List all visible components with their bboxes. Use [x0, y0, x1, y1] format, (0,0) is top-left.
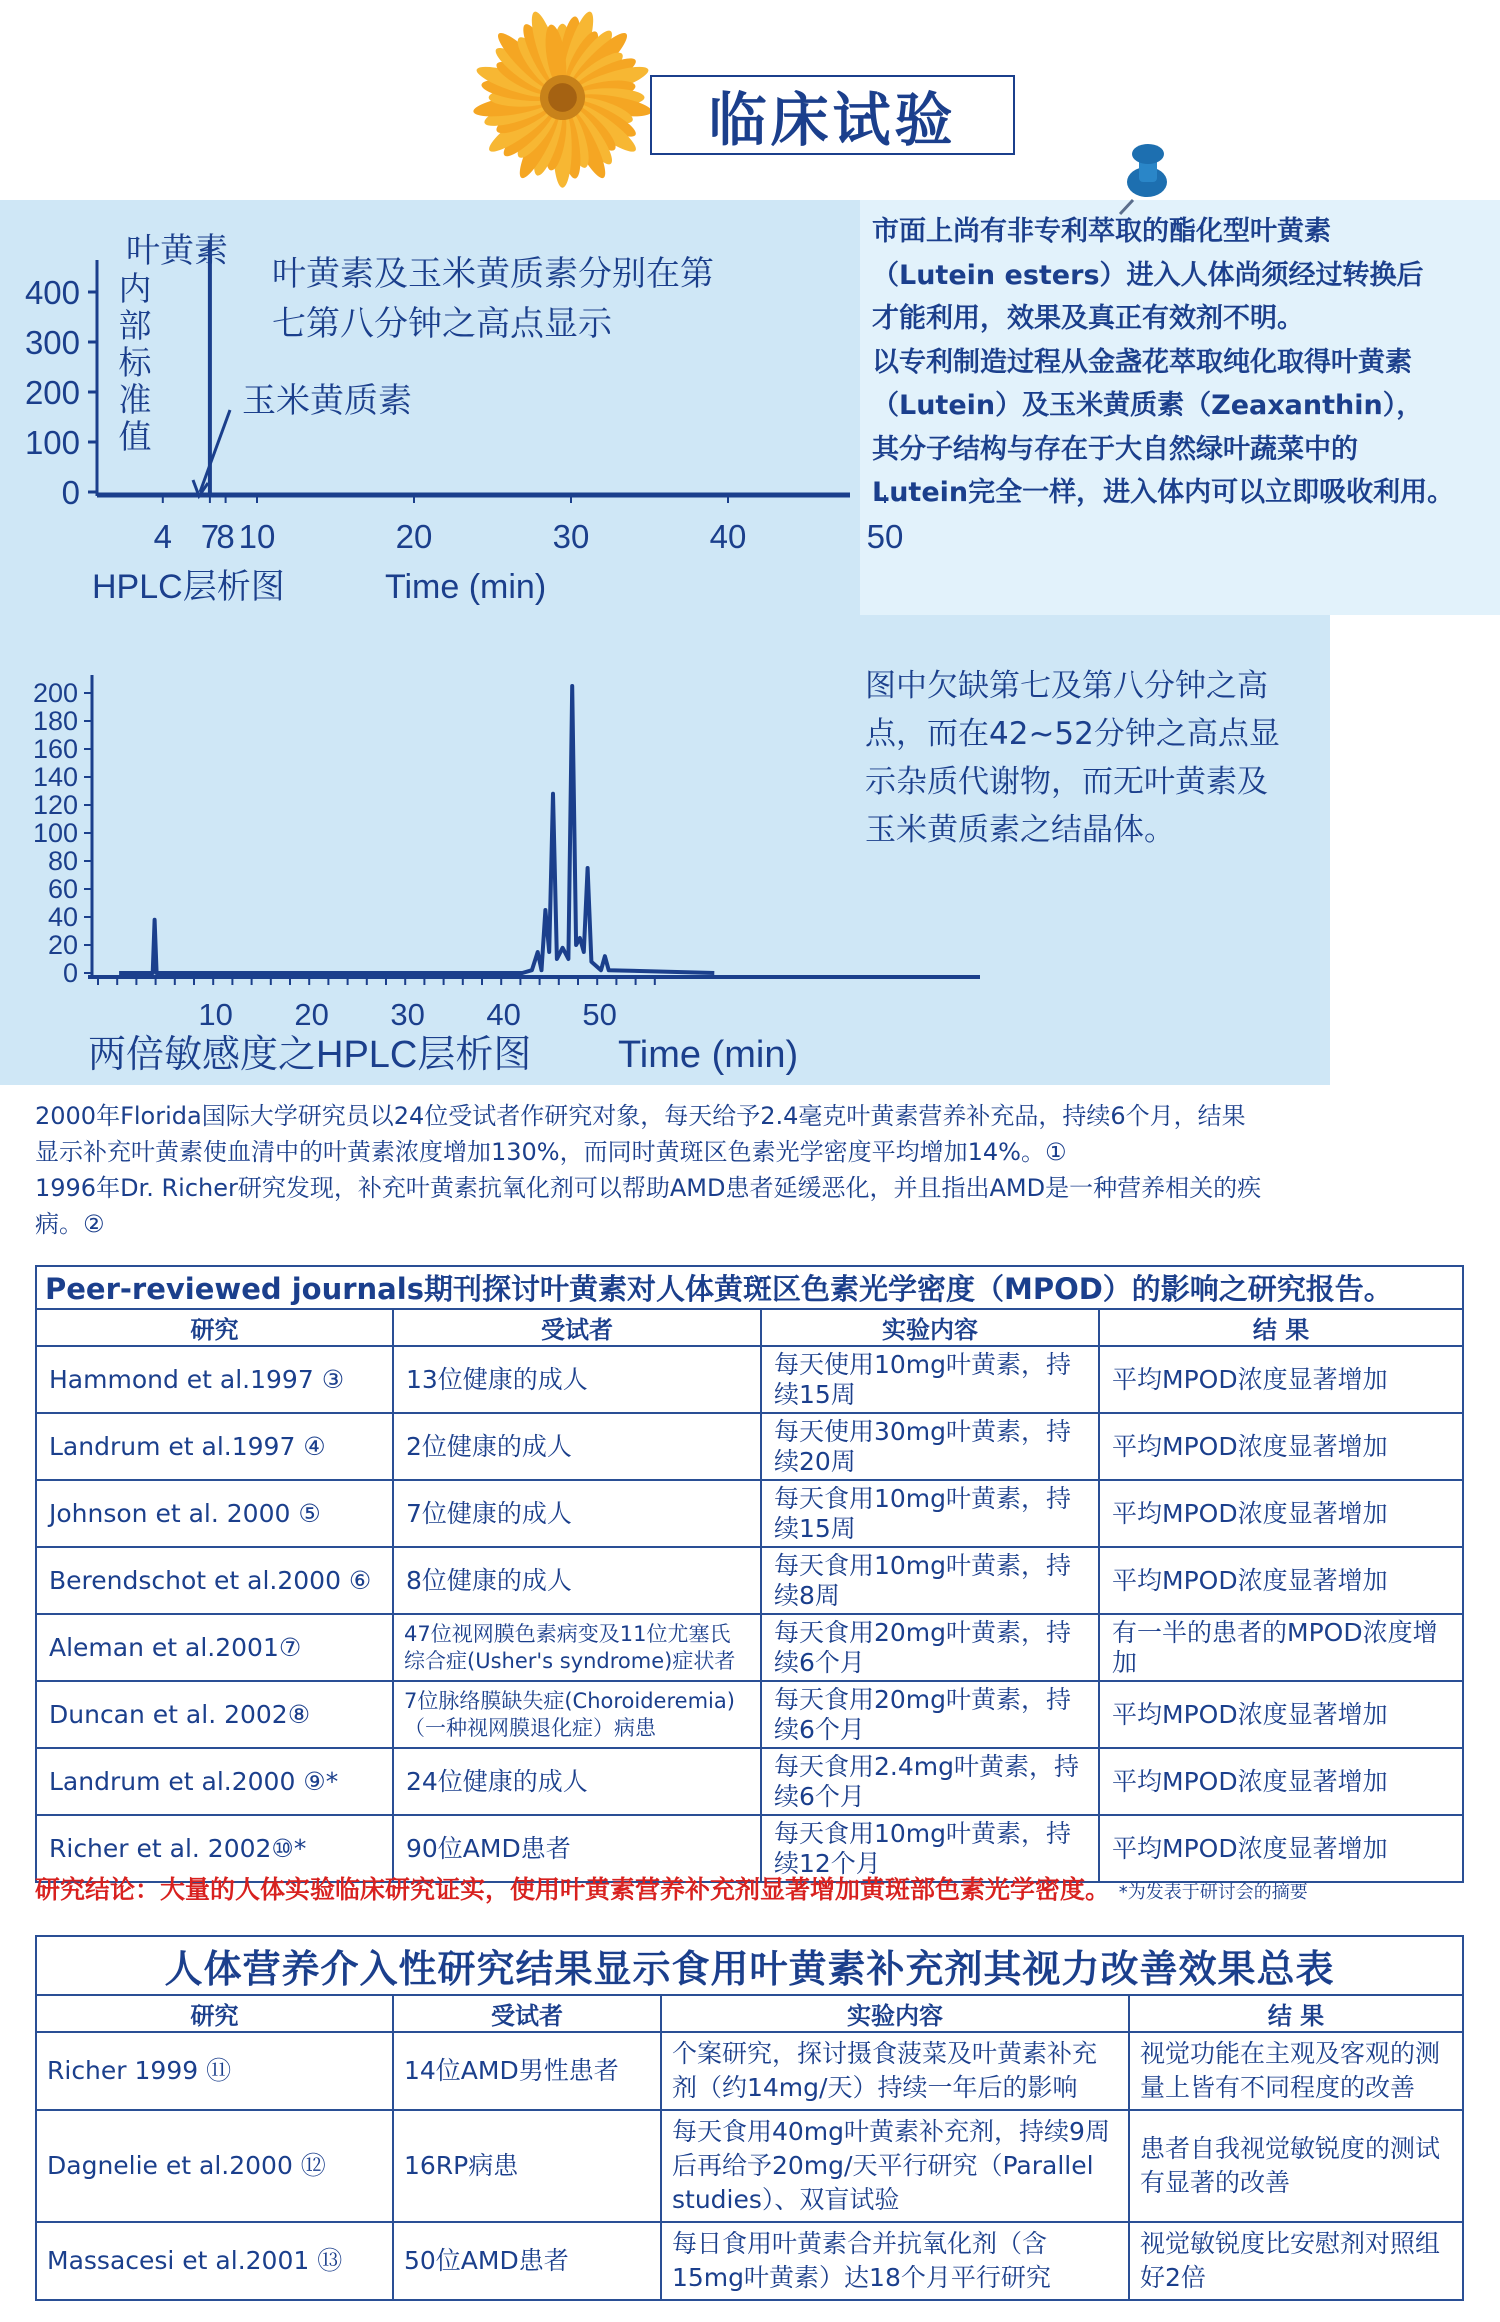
table-row: [36, 1748, 1463, 1815]
note-line: 才能利用，效果及真正有效剂不明。: [872, 303, 1304, 334]
vision-improvement-table: [35, 1935, 1464, 2301]
table-row: [36, 1480, 1463, 1547]
x-tick-label: 20: [294, 997, 329, 1032]
cell-study: Johnson et al. 2000 ⑤: [36, 1480, 393, 1547]
paragraph-line: 显示补充叶黄素使血清中的叶黄素浓度增加130%，而同时黄斑区色素光学密度平均增加14%。①: [35, 1138, 1067, 1166]
y-tick-label: 100: [32, 818, 78, 848]
y-tick-label: 400: [24, 274, 80, 311]
lutein-esters-note: [872, 210, 1492, 515]
cell-result: 视觉敏锐度比安慰剂对照组好2倍: [1129, 2222, 1463, 2300]
table-row: [36, 1547, 1463, 1614]
cell-result: 平均MPOD浓度显著增加: [1099, 1815, 1463, 1882]
paragraph-line: 1996年Dr. Richer研究发现，补充叶黄素抗氧化剂可以帮助AMD患者延缓恶化，并且指出AMD是一种营养相关的疾: [35, 1174, 1262, 1202]
cell-result: 平均MPOD浓度显著增加: [1099, 1346, 1463, 1413]
y-tick-label: 0: [61, 474, 80, 511]
table-row: [36, 1614, 1463, 1681]
table-row: [36, 1413, 1463, 1480]
y-tick-label: 300: [24, 324, 80, 361]
cell-content: 每天食用10mg叶黄素，持续15周: [761, 1480, 1099, 1547]
study-paragraph: [35, 1098, 1475, 1242]
note-line: 点，而在42~52分钟之高点显: [865, 716, 1280, 752]
cell-content: 每天食用20mg叶黄素，持续6个月: [761, 1614, 1099, 1681]
cell-content: 个案研究，探讨摄食菠菜及叶黄素补充剂（约14mg/天）持续一年后的影响: [661, 2032, 1129, 2110]
column-header: 实验内容: [761, 1309, 1099, 1346]
cell-study: Massacesi et al.2001 ⑬: [36, 2222, 393, 2300]
note-line: Lutein完全一样，进入体内可以立即吸收利用。: [872, 477, 1455, 508]
note-line: 图中欠缺第七及第八分钟之高: [865, 668, 1268, 704]
hplc-caption: HPLC层析图: [92, 568, 285, 606]
x-tick-label: 50: [582, 997, 617, 1032]
table-row: [36, 2110, 1463, 2222]
x-tick-label: 40: [709, 518, 747, 555]
y-tick-label: 60: [47, 874, 78, 904]
cell-study: Duncan et al. 2002⑧: [36, 1681, 393, 1748]
cell-subject: 2位健康的成人: [393, 1413, 761, 1480]
note-line: 市面上尚有非专利萃取的酯化型叶黄素: [872, 216, 1331, 247]
cell-content: 每天食用40mg叶黄素补充剂，持续9周后再给予20mg/天平行研究（Parallel studies）、双盲试验: [661, 2110, 1129, 2222]
conclusion-text: 研究结论：大量的人体实验临床研究证实，使用叶黄素营养补充剂显著增加黄斑部色素光学密度。: [35, 1875, 1111, 1904]
zeaxanthin-peak-label: 玉米黄质素: [242, 382, 412, 420]
cell-subject: 13位健康的成人: [393, 1346, 761, 1413]
internal-standard-char: 内: [118, 270, 152, 307]
x-tick-label: 4: [153, 518, 172, 555]
cell-subject: 24位健康的成人: [393, 1748, 761, 1815]
paragraph-line: 病。②: [35, 1210, 105, 1238]
cell-study: Dagnelie et al.2000 ⑫: [36, 2110, 393, 2222]
cell-study: Richer et al. 2002⑩*: [36, 1815, 393, 1882]
x-tick-label: 20: [395, 518, 433, 555]
x-tick-label: 8: [216, 518, 235, 555]
y-tick-label: 140: [32, 762, 78, 792]
impurity-note: [865, 662, 1325, 854]
y-tick-label: 120: [32, 790, 78, 820]
column-header: 结 果: [1129, 1995, 1463, 2032]
column-header: 受试者: [393, 1995, 661, 2032]
table-row: [36, 1681, 1463, 1748]
internal-standard-char: 标: [118, 344, 152, 381]
cell-result: 平均MPOD浓度显著增加: [1099, 1748, 1463, 1815]
note-line: （Lutein esters）进入人体尚须经过转换后: [872, 259, 1424, 291]
marigold-flower-image: [460, 10, 665, 185]
x-tick-label: 40: [486, 997, 521, 1032]
note-line: 玉米黄质素之结晶体。: [865, 812, 1175, 848]
y-tick-label: 200: [24, 374, 80, 411]
x-tick-label: 10: [198, 997, 233, 1032]
column-header: 受试者: [393, 1309, 761, 1346]
cell-result: 平均MPOD浓度显著增加: [1099, 1413, 1463, 1480]
cell-subject: 8位健康的成人: [393, 1547, 761, 1614]
internal-standard-char: 准: [118, 381, 152, 418]
cell-content: 每天食用20mg叶黄素，持续6个月: [761, 1681, 1099, 1748]
cell-subject: 7位脉络膜缺失症(Choroideremia)（一种视网膜退化症）病患: [393, 1681, 761, 1748]
table-row: [36, 2222, 1463, 2300]
x-tick-label: 7: [200, 518, 220, 555]
cell-study: Aleman et al.2001⑦: [36, 1614, 393, 1681]
note-line: （Lutein）及玉米黄质素（Zeaxanthin），: [872, 390, 1424, 421]
research-conclusion: [35, 1870, 1485, 1906]
note-line: 其分子结构与存在于大自然绿叶蔬菜中的: [872, 433, 1358, 465]
cell-result: 有一半的患者的MPOD浓度增加: [1099, 1614, 1463, 1681]
hplc-chart-2x: [0, 615, 1000, 1085]
zeaxanthin-arrow: [200, 410, 230, 492]
x-tick-label: 30: [390, 997, 425, 1032]
lutein-peak-label: 叶黄素: [126, 232, 228, 270]
y-tick-label: 20: [47, 930, 78, 960]
page-title-box: [650, 75, 1015, 155]
cell-study: Richer 1999 ⑪: [36, 2032, 393, 2110]
chart-title-line1: 叶黄素及玉米黄质素分别在第: [272, 255, 714, 293]
cell-subject: 50位AMD患者: [393, 2222, 661, 2300]
x-axis-label: Time (min): [618, 1034, 799, 1076]
cell-study: Landrum et al.1997 ④: [36, 1413, 393, 1480]
y-tick-label: 180: [32, 706, 78, 736]
table-row: [36, 1346, 1463, 1413]
cell-content: 每日食用叶黄素合并抗氧化剂（含15mg叶黄素）达18个月平行研究: [661, 2222, 1129, 2300]
cell-study: Hammond et al.1997 ③: [36, 1346, 393, 1413]
y-tick-label: 40: [47, 902, 78, 932]
cell-subject: 14位AMD男性患者: [393, 2032, 661, 2110]
cell-study: Berendschot et al.2000 ⑥: [36, 1547, 393, 1614]
chromatogram-line: [119, 686, 714, 973]
paragraph-line: 2000年Florida国际大学研究员以24位受试者作研究对象，每天给予2.4毫克叶黄素营养补充品，持续6个月，结果: [35, 1102, 1246, 1130]
cell-result: 平均MPOD浓度显著增加: [1099, 1681, 1463, 1748]
column-header: 研究: [36, 1309, 393, 1346]
conclusion-footnote: *为发表于研讨会的摘要: [1118, 1882, 1308, 1903]
cell-result: 平均MPOD浓度显著增加: [1099, 1480, 1463, 1547]
cell-result: 患者自我视觉敏锐度的测试有显著的改善: [1129, 2110, 1463, 2222]
table-title: Peer-reviewed journals期刊探讨叶黄素对人体黄斑区色素光学密度（MPOD）的影响之研究报告。: [36, 1266, 1463, 1309]
internal-standard-char: 部: [118, 307, 152, 344]
cell-content: 每天使用30mg叶黄素，持续20周: [761, 1413, 1099, 1480]
note-line: 示杂质代谢物，而无叶黄素及: [865, 764, 1268, 800]
push-pin-icon: [1115, 140, 1180, 215]
x-tick-label: 50: [866, 518, 904, 555]
chart-title-line2: 七第八分钟之高点显示: [272, 305, 612, 343]
hplc-2x-caption: 两倍敏感度之HPLC层析图: [88, 1034, 532, 1076]
y-tick-label: 80: [47, 846, 78, 876]
x-axis-label: Time (min): [385, 568, 547, 606]
cell-result: 平均MPOD浓度显著增加: [1099, 1547, 1463, 1614]
column-header: 结 果: [1099, 1309, 1463, 1346]
y-tick-label: 160: [32, 734, 78, 764]
cell-result: 视觉功能在主观及客观的测量上皆有不同程度的改善: [1129, 2032, 1463, 2110]
cell-subject: 16RP病患: [393, 2110, 661, 2222]
page-title: 临床试验: [708, 86, 957, 154]
cell-content: 每天使用10mg叶黄素，持续15周: [761, 1346, 1099, 1413]
cell-subject: 90位AMD患者: [393, 1815, 761, 1882]
cell-content: 每天食用2.4mg叶黄素，持续6个月: [761, 1748, 1099, 1815]
mpod-study-table: [35, 1265, 1464, 1883]
x-tick-label: 10: [238, 518, 276, 555]
hplc-chart: [0, 200, 904, 615]
note-line: 以专利制造过程从金盏花萃取纯化取得叶黄素: [872, 346, 1412, 378]
cell-subject: 47位视网膜色素病变及11位尤塞氏综合症(Usher's syndrome)症状者: [393, 1614, 761, 1681]
internal-standard-char: 值: [118, 418, 152, 455]
column-header: 研究: [36, 1995, 393, 2032]
table-title: 人体营养介入性研究结果显示食用叶黄素补充剂其视力改善效果总表: [36, 1936, 1463, 1995]
cell-subject: 7位健康的成人: [393, 1480, 761, 1547]
cell-content: 每天食用10mg叶黄素，持续12个月: [761, 1815, 1099, 1882]
table-row: [36, 2032, 1463, 2110]
y-tick-label: 200: [32, 678, 78, 708]
cell-study: Landrum et al.2000 ⑨*: [36, 1748, 393, 1815]
cell-content: 每天食用10mg叶黄素，持续8周: [761, 1547, 1099, 1614]
internal-standard-label: [119, 270, 153, 455]
x-tick-label: 30: [552, 518, 590, 555]
column-header: 实验内容: [661, 1995, 1129, 2032]
y-tick-label: 100: [24, 424, 80, 461]
y-tick-label: 0: [62, 958, 78, 988]
